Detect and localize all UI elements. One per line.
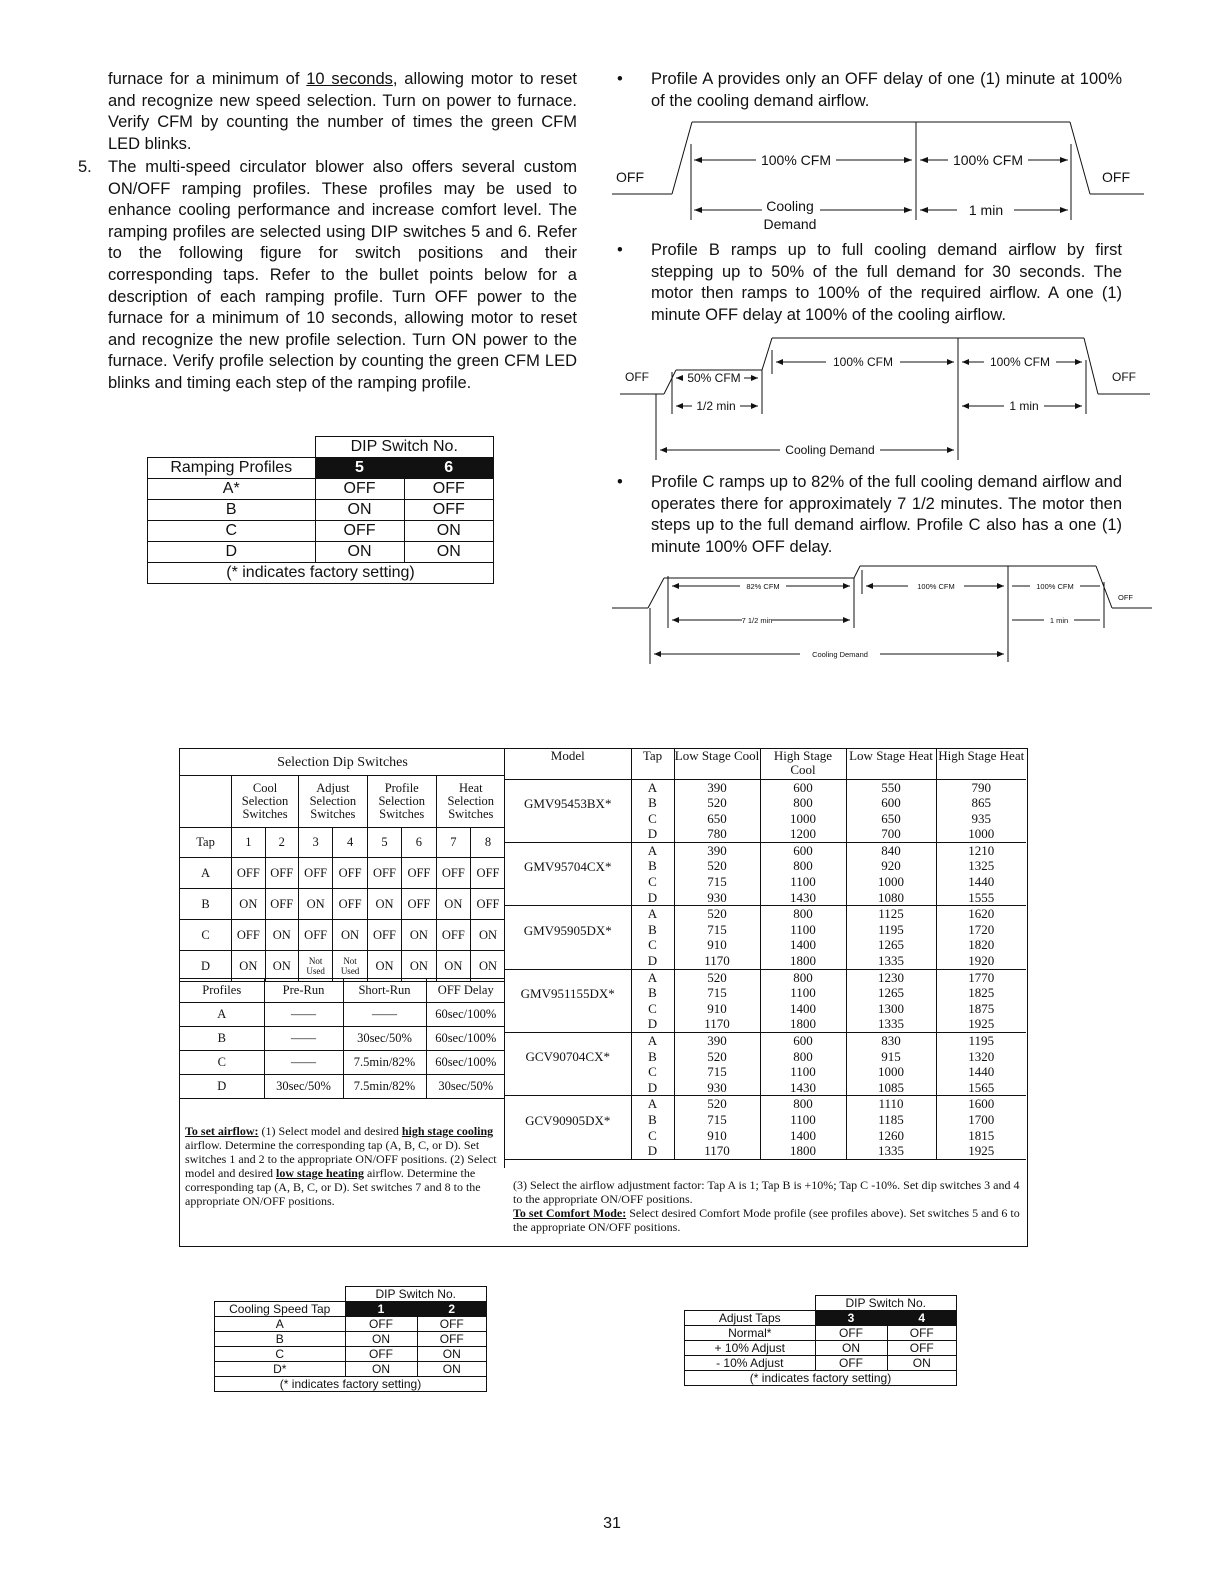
table-row: [505, 969, 1026, 1032]
low-stage-heat: 1110 1185 1260 1335: [846, 1096, 936, 1159]
airflow-instructions: To set airflow: (1) Select model and desired high stage cooling airflow. Determine the corresponding tap (A, B, C, or D). Set switches 1 and 2 to the appropriate ON/OFF positions. (2) Select model and desired low stage heating airflow. Determine the corresponding tap (A, B, C, or D). Set switches 7 and 8 to the appropriate ON/OFF positions.: [185, 1124, 497, 1208]
model-name: GCV90704CX*: [505, 1033, 631, 1096]
table-row: D ON ON: [148, 542, 494, 563]
item-5: 5. The multi-speed circulator blower also offers several custom ON/OFF ramping profiles. These profiles may be used to enhance cooling performance and increase comfort level. The ramping profiles are selected using DIP switches 5 and 6. Refer to the following figure for switch positions and their corresponding taps. Refer to the bullet points below for a description of each ramping profile. Turn OFF power to the furnace for a minimum of 10 seconds, allowing motor to reset and recognize the new profile selection. Turn ON power to the furnace. Verify profile selection by counting the green CFM LED blinks and timing each step of the ramping profile.: [78, 157, 577, 395]
table-row: C OFF ON: [148, 521, 494, 542]
low-stage-cool: 390 520 715 930: [674, 842, 760, 905]
table-row: C OFF ON: [215, 1347, 487, 1362]
model-name: GMV95453BX*: [505, 779, 631, 842]
profiles-table: Profiles Pre-Run Short-Run OFF Delay A —— —— 60sec/100% B —— 30sec/50% 60sec/100% C —— 7.5min/82% 60sec/100% D 30sec/50% 7.5min/82% 30sec/50%: [180, 978, 505, 1099]
footnote: (* indicates factory setting): [215, 1377, 487, 1392]
min-label: 1 min: [1009, 399, 1039, 413]
ramping-profiles-header: Ramping Profiles: [148, 458, 316, 479]
tap-letters: A B C D: [631, 842, 674, 905]
dip-switch-header: DIP Switch No.: [315, 437, 494, 458]
low-stage-heat: 1230 1265 1300 1335: [846, 969, 936, 1032]
half-min-label: 1/2 min: [696, 399, 736, 413]
selection-title: Selection Dip Switches: [180, 749, 505, 776]
cfm-label: 100% CFM: [952, 152, 1024, 168]
adjust-taps-table: DIP Switch No. Adjust Taps 3 4 Normal* OFF OFF + 10% Adjust ON OFF - 10% Adjust OFF ON (* indicates factory setting): [684, 1295, 957, 1386]
tap-letters: A B C D: [631, 1033, 674, 1096]
high-stage-cool: 600 800 1100 1430: [760, 842, 846, 905]
high-stage-cool: 800 1100 1400 1800: [760, 906, 846, 969]
footnote: (* indicates factory setting): [148, 563, 494, 584]
footnote: (* indicates factory setting): [685, 1371, 957, 1386]
tap-letters: A B C D: [631, 906, 674, 969]
high-stage-heat: 790 865 935 1000: [936, 779, 1026, 842]
profile-group: Profile Selection Switches: [367, 776, 436, 828]
page-number: 31: [603, 1515, 621, 1532]
low-stage-heat: 830 915 1000 1085: [846, 1033, 936, 1096]
intro-paragraph: furnace for a minimum of 10 seconds, allowing motor to reset and recognize new speed selection. Turn on power to furnace. Verify CFM by counting the number of times the green CFM LED blinks.: [108, 70, 577, 153]
table-row: [505, 779, 1026, 842]
table-row: B ON OFF: [148, 500, 494, 521]
cfm-label: 100% CFM: [760, 152, 832, 168]
low-stage-heat: 840 920 1000 1080: [846, 842, 936, 905]
table-row: B ON OFF: [215, 1332, 487, 1347]
tap-letters: A B C D: [631, 779, 674, 842]
cfm-label: 82% CFM: [746, 582, 780, 591]
high-stage-heat: 1770 1825 1875 1925: [936, 969, 1026, 1032]
table-row: Normal* OFF OFF: [685, 1326, 957, 1341]
low-stage-heat: 550 600 650 700: [846, 779, 936, 842]
adjust-group: Adjust Selection Switches: [298, 776, 367, 828]
table-row: - 10% Adjust OFF ON: [685, 1356, 957, 1371]
off-label: OFF: [1118, 593, 1133, 602]
demand-label: Demand: [763, 216, 817, 232]
table-row: A OFF OFF: [215, 1317, 487, 1332]
high-stage-cool: 800 1100 1400 1800: [760, 1096, 846, 1159]
table-row: [505, 1033, 1026, 1096]
profile-a-diagram: [612, 114, 1144, 234]
high-stage-heat: 1195 1320 1440 1565: [936, 1033, 1026, 1096]
model-airflow-table: Model Tap Low Stage Cool High Stage Cool Low Stage Heat High Stage Heat GMV95453BX* A B C D 390 520 650 780 600 800 1000 1200 550 600 650 700 790 865 935 1000 GMV95704CX* A B C D 390 520 715 930 600 800 1100 1430 840 920 1000 1080 1210 1325 1440 1555 GMV95905DX* A B C D 520 715 910 1170 800 1100 1400 1800 1125 1195 1265 1335 1620 1720 1820 1920 GMV951155DX* A B C D 520 715 910 1170 800 1100 1400 1800 1230 1265 1300 1335 1770 1825 1875 1925 GCV90704CX* A B C D 390 520 715 930 600 800 1100 1430 830 915 1000 1085 1195 1320 1440 1565 GCV90905DX* A B C D 520 715 910 1170 800 1100 1400 1800 1110 1185 1260 1335 1600 1700 1815 1925: [505, 749, 1026, 1160]
comfort-mode-instructions: (3) Select the airflow adjustment factor: Tap A is 1; Tap B is +10%; Tap C -10%. Set dip switches 3 and 4 to the appropriate ON/OFF positions. To set Comfort Mode: Select desired Comfort Mode profile (see profiles above). Set switches 5 and 6 to the appropriate ON/OFF positions.: [513, 1178, 1020, 1234]
cooling-demand-label: Cooling Demand: [812, 650, 868, 659]
bullet-profile-b: • Profile B ramps up to full cooling demand airflow by first stepping up to 50% of the full demand for 30 seconds. The motor then ramps to 100% of the required airflow. A one (1) minute OFF delay at 100% of the cooling airflow.: [617, 241, 1122, 324]
bullet-profile-a: • Profile A provides only an OFF delay of one (1) minute at 100% of the cooling demand airflow.: [617, 70, 1122, 110]
table-row: C —— 7.5min/82% 60sec/100%: [180, 1051, 505, 1075]
off-label: OFF: [616, 169, 644, 185]
seven-half-min-label: 7 1/2 min: [741, 616, 773, 625]
low-stage-heat: 1125 1195 1265 1335: [846, 906, 936, 969]
off-label: OFF: [625, 370, 649, 384]
table-row: [505, 906, 1026, 969]
cfm-label: 100% CFM: [917, 582, 955, 591]
cool-group: Cool Selection Switches: [232, 776, 299, 828]
cfm-label: 100% CFM: [832, 355, 894, 369]
model-name: GMV95704CX*: [505, 842, 631, 905]
profile-b-diagram: [620, 334, 1150, 460]
ramping-profiles-table: DIP Switch No. Ramping Profiles 5 6 A* OFF OFF B ON OFF C OFF ON D ON ON (* indicates factory setting): [147, 436, 494, 584]
table-row: D ON ON Not Used Not Used ON ON ON ON: [180, 951, 505, 982]
high-stage-cool: 600 800 1000 1200: [760, 779, 846, 842]
high-stage-heat: 1620 1720 1820 1920: [936, 906, 1026, 969]
table-row: [505, 842, 1026, 905]
min-label: 1 min: [1049, 616, 1069, 625]
ten-seconds-emphasis: 10 seconds: [306, 70, 393, 88]
low-stage-cool: 520 715 910 1170: [674, 906, 760, 969]
table-row: A* OFF OFF: [148, 479, 494, 500]
high-stage-heat: 1210 1325 1440 1555: [936, 842, 1026, 905]
cooling-demand-label: Cooling Demand: [785, 443, 875, 457]
table-row: B —— 30sec/50% 60sec/100%: [180, 1027, 505, 1051]
off-label: OFF: [1112, 370, 1136, 384]
cooling-speed-tap-table: DIP Switch No. Cooling Speed Tap 1 2 A OFF OFF B ON OFF C OFF ON D* ON ON (* indicates factory setting): [214, 1286, 487, 1392]
low-stage-cool: 390 520 650 780: [674, 779, 760, 842]
cfm-label: 50% CFM: [687, 371, 741, 385]
high-stage-cool: 800 1100 1400 1800: [760, 969, 846, 1032]
model-name: GMV951155DX*: [505, 969, 631, 1032]
table-row: [505, 1096, 1026, 1159]
low-stage-cool: 520 715 910 1170: [674, 1096, 760, 1159]
tap-letters: A B C D: [631, 1096, 674, 1159]
cfm-label: 100% CFM: [1036, 582, 1074, 591]
low-stage-cool: 390 520 715 930: [674, 1033, 760, 1096]
table-row: + 10% Adjust ON OFF: [685, 1341, 957, 1356]
table-row: C OFF ON OFF ON OFF ON OFF ON: [180, 920, 505, 951]
model-name: GMV95905DX*: [505, 906, 631, 969]
high-stage-cool: 600 800 1100 1430: [760, 1033, 846, 1096]
min-label: 1 min: [968, 202, 1004, 218]
high-stage-heat: 1600 1700 1815 1925: [936, 1096, 1026, 1159]
bullet-profile-c: • Profile C ramps up to 82% of the full cooling demand airflow and operates there for approximately 7 1/2 minutes. The motor then steps up to the full demand airflow. Profile C also has a one (1) minute 100% OFF delay.: [617, 473, 1122, 556]
model-name: GCV90905DX*: [505, 1096, 631, 1159]
selection-dip-switches-table: Selection Dip Switches Cool Selection Switches Adjust Selection Switches Profile Selection Switches Heat Selection Switches Tap 1 2 3 4 5 6 7 8 A OFF OFF OFF OFF OFF OFF OFF OFF B ON OFF ON OFF ON OFF ON OFF C OFF ON OFF ON OFF ON OFF ON D ON ON Not Used Not Used ON ON ON ON: [180, 749, 505, 982]
heat-group: Heat Selection Switches: [436, 776, 505, 828]
cooling-label: Cooling: [766, 198, 814, 214]
off-label: OFF: [1102, 169, 1130, 185]
cfm-label: 100% CFM: [989, 355, 1051, 369]
tap-letters: A B C D: [631, 969, 674, 1032]
table-row: A OFF OFF OFF OFF OFF OFF OFF OFF: [180, 858, 505, 889]
profile-c-diagram: [612, 562, 1152, 670]
low-stage-cool: 520 715 910 1170: [674, 969, 760, 1032]
table-row: B ON OFF ON OFF ON OFF ON OFF: [180, 889, 505, 920]
table-row: A —— —— 60sec/100%: [180, 1003, 505, 1027]
item-5-text: The multi-speed circulator blower also offers several custom ON/OFF ramping profiles. These profiles may be used to enhance cooling performance and increase comfort level. The ramping profiles are selected using DIP switches 5 and 6. Refer to the following figure for switch positions and their corresponding taps. Refer to the bullet points below for a description of each ramping profile. Turn OFF power to the furnace for a minimum of 10 seconds, allowing motor to reset and recognize the new profile selection. Turn ON power to the furnace. Verify profile selection by counting the green CFM LED blinks and timing each step of the ramping profile.: [108, 158, 577, 392]
table-row: D 30sec/50% 7.5min/82% 30sec/50%: [180, 1075, 505, 1099]
table-row: D* ON ON: [215, 1362, 487, 1377]
